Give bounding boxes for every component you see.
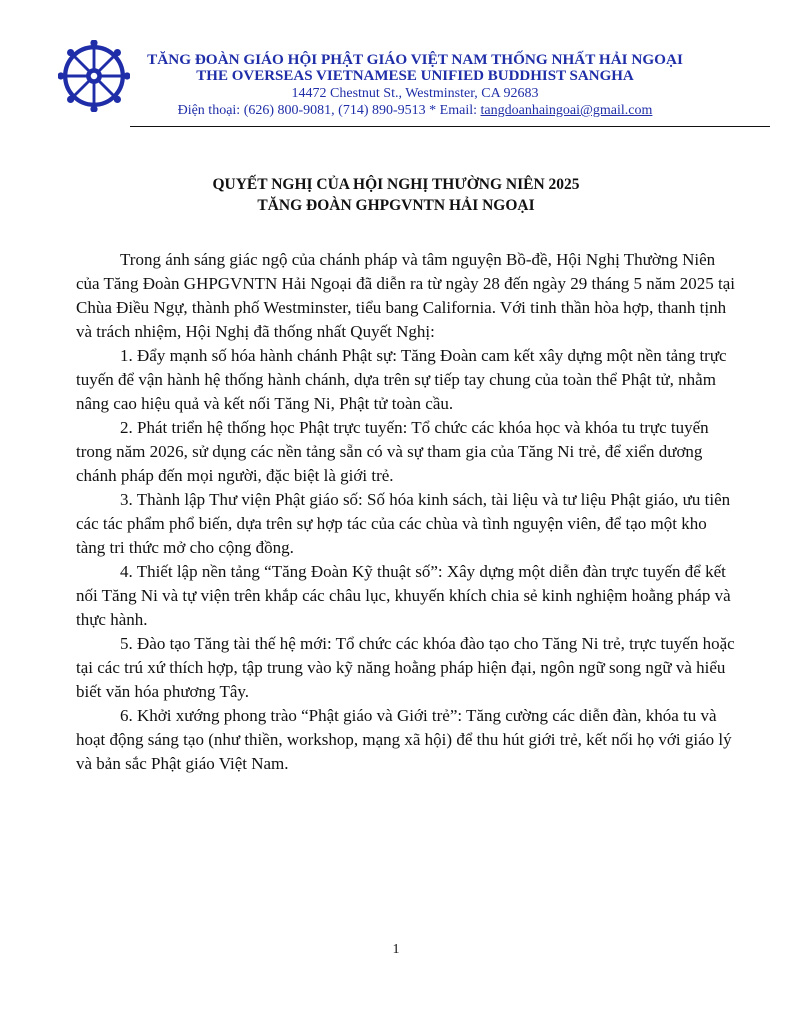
letterhead-divider: [130, 126, 770, 127]
page-number: 1: [392, 942, 400, 957]
resolution-item-4: 4. Thiết lập nền tảng “Tăng Đoàn Kỹ thuật số”: Xây dựng một diễn đàn trực tuyến để kết nối Tăng Ni và tự viện trên khắp các châu lục, khuyến khích chia sẻ kinh nghiệm hoằng pháp và thực hành.: [76, 562, 731, 629]
intro-paragraph: Trong ánh sáng giác ngộ của chánh pháp và tâm nguyện Bồ-đề, Hội Nghị Thường Niên của Tăng Đoàn GHPGVNTN Hải Ngoại đã diễn ra từ ngày 28 đến ngày 29 tháng 5 năm 2025 tại Chùa Điều Ngự, thành phố Westminster, tiểu bang California. Với tinh thần hòa hợp, thanh tịnh và trách nhiệm, Hội Nghị đã thống nhất Quyết Nghị:: [76, 250, 735, 341]
document-title: [0, 174, 792, 216]
dharma-wheel-icon: [58, 40, 130, 112]
title-line-1: QUYẾT NGHỊ CỦA HỘI NGHỊ THƯỜNG NIÊN 2025: [212, 176, 580, 193]
resolution-item-3: 3. Thành lập Thư viện Phật giáo số: Số hóa kinh sách, tài liệu và tư liệu Phật giáo, ưu tiên các tác phẩm phổ biến, dựa trên sự hợp tác của các chùa và tình nguyện viên, để tạo một kho tàng tri thức mở cho cộng đồng.: [76, 490, 731, 557]
document-body: [76, 248, 740, 776]
resolution-item-1: 1. Đẩy mạnh số hóa hành chánh Phật sự: Tăng Đoàn cam kết xây dựng một nền tảng trực tuyến để vận hành hệ thống hành chánh, dựa trên sự tiếp tay chung của toàn thể Phật tử, nhằm nâng cao hiệu quả và kết nối Tăng Ni, Phật tử toàn cầu.: [76, 346, 727, 413]
org-name-vietnamese: TĂNG ĐOÀN GIÁO HỘI PHẬT GIÁO VIỆT NAM THỐNG NHẤT HẢI NGOẠI: [147, 51, 683, 68]
resolution-item-6: 6. Khởi xướng phong trào “Phật giáo và Giới trẻ”: Tăng cường các diễn đàn, khóa tu và hoạt động sáng tạo (như thiền, workshop, mạng xã hội) để thu hút giới trẻ, kết nối họ với giáo lý và bản sắc Phật giáo Việt Nam.: [76, 706, 732, 773]
resolution-item-2: 2. Phát triển hệ thống học Phật trực tuyến: Tổ chức các khóa học và khóa tu trực tuyến trong năm 2026, sử dụng các nền tảng sẵn có và sự tham gia của Tăng Ni trẻ, để xiển dương chánh pháp đến mọi người, đặc biệt là giới trẻ.: [76, 418, 709, 485]
letterhead-text: [130, 51, 700, 120]
phone-text: Điện thoại: (626) 800-9081, (714) 890-9513 * Email:: [177, 103, 481, 118]
org-contact: [130, 102, 700, 120]
title-line-2: TĂNG ĐOÀN GHPGVNTN HẢI NGOẠI: [257, 197, 535, 214]
email-link[interactable]: tangdoanhaingoai@gmail.com: [480, 103, 653, 118]
resolution-item-5: 5. Đào tạo Tăng tài thế hệ mới: Tổ chức các khóa đào tạo cho Tăng Ni trẻ, trực tuyến hoặc tại các trú xứ thích hợp, tập trung vào kỹ năng hoằng pháp hiện đại, ngôn ngữ song ngữ và hiểu biết văn hóa phương Tây.: [76, 634, 735, 701]
org-name-english: THE OVERSEAS VIETNAMESE UNIFIED BUDDHIST SANGHA: [196, 68, 634, 84]
letterhead: [0, 0, 792, 130]
org-address: 14472 Chestnut St., Westminster, CA 92683: [291, 86, 539, 101]
